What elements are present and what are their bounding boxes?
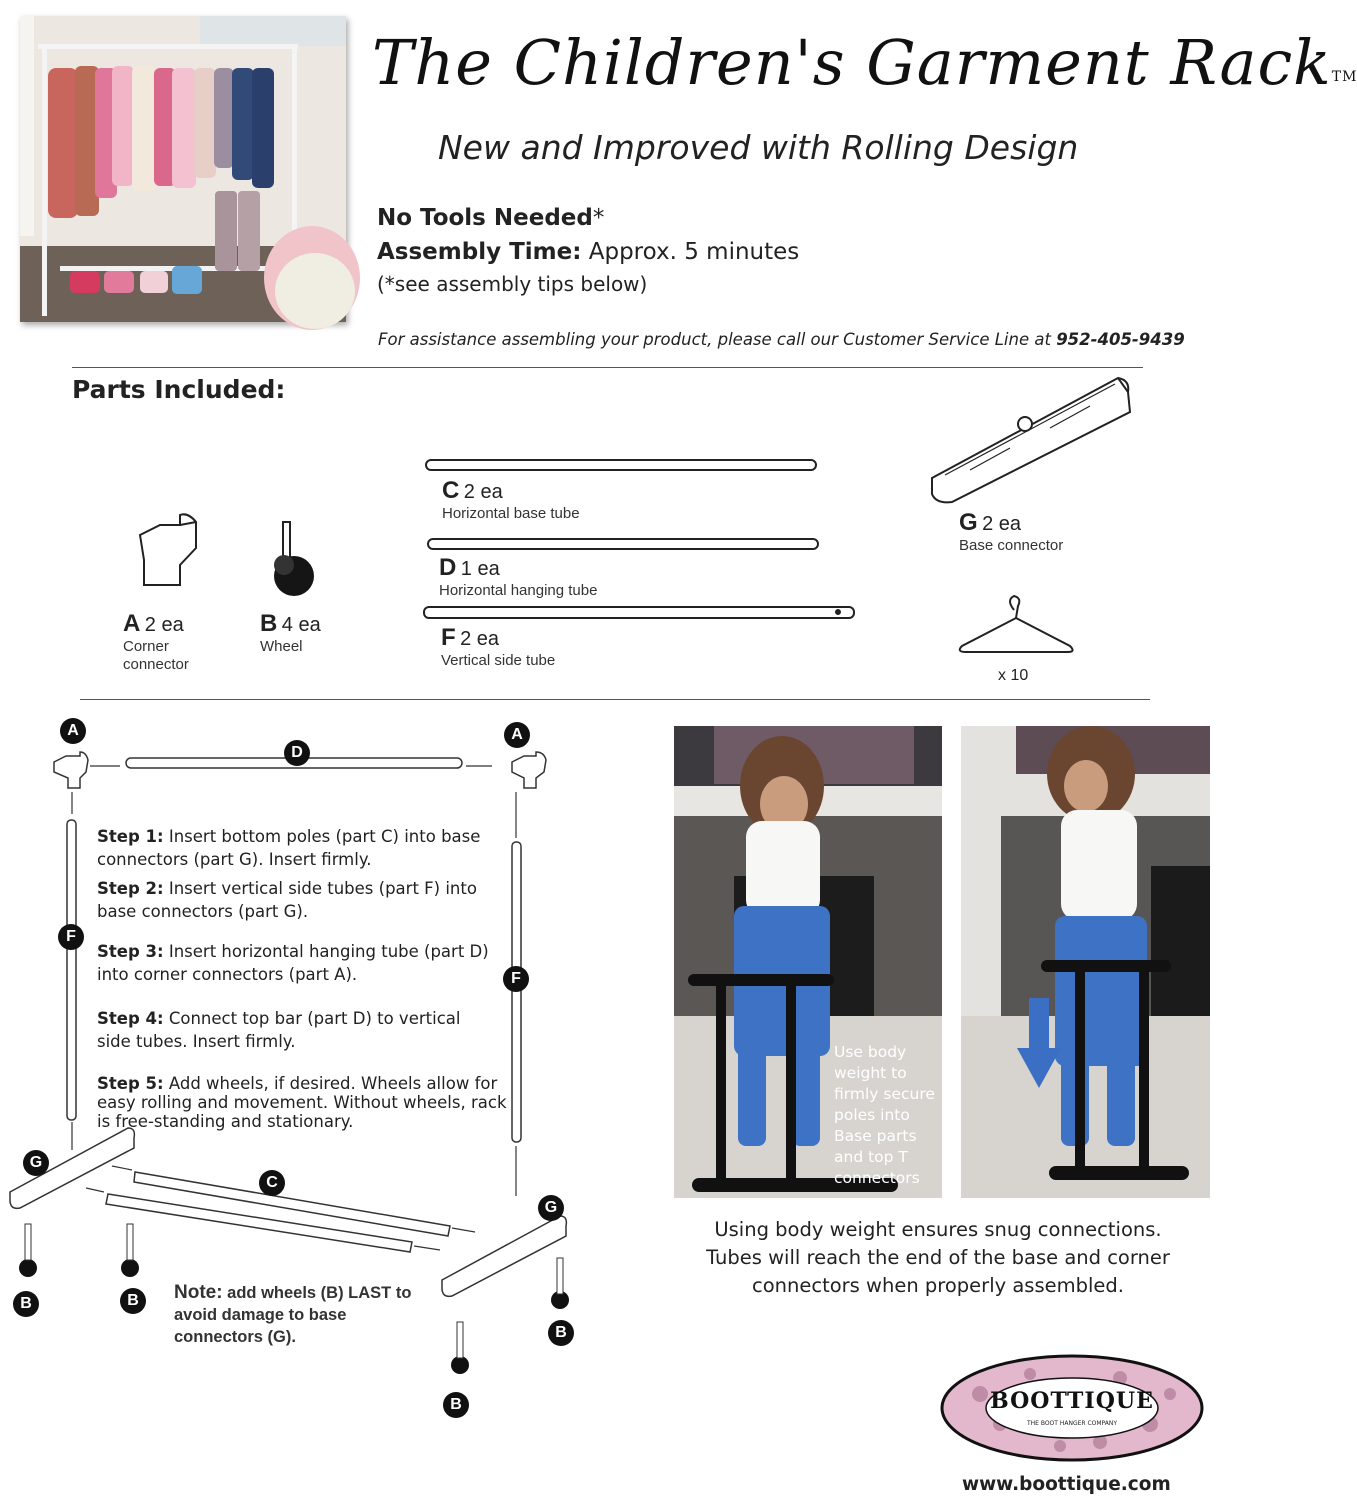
logo-text: BOOTTIQUE — [990, 1388, 1154, 1414]
diagram-label-b-3: B — [548, 1320, 574, 1346]
website-url[interactable]: www.boottique.com — [962, 1474, 1171, 1495]
photo-overlay-text: Use body weight to firmly secure poles into Base parts and top T connectors — [834, 1043, 935, 1187]
step-4: Step 4: Connect top bar (part D) to vertical side tubes. Insert firmly. — [97, 1009, 461, 1051]
part-d-label: D 1 ea Horizontal hanging tube — [439, 554, 598, 599]
no-tools-line: No Tools Needed* — [377, 205, 605, 231]
product-photo — [20, 16, 346, 322]
assembly-time-line: Assembly Time: Approx. 5 minutes — [377, 239, 800, 265]
diagram-label-a-right: A — [504, 722, 530, 748]
step-3: Step 3: Insert horizontal hanging tube (part D) into corner connectors (part A). — [97, 942, 489, 984]
assembly-tips-note: (*see assembly tips below) — [377, 272, 648, 296]
vertical-tube-icon — [424, 607, 854, 618]
diagram-label-b-1: B — [13, 1291, 39, 1317]
part-a-label: A 2 ea Corner connector — [123, 610, 189, 673]
diagram-label-f-left: F — [58, 924, 84, 950]
wheel-icon — [274, 522, 314, 596]
diagram-label-c: C — [259, 1170, 285, 1196]
phone-number: 952-405-9439 — [1056, 330, 1185, 349]
part-g-label: G 2 ea Base connector — [959, 509, 1064, 554]
diagram-label-a-left: A — [60, 718, 86, 744]
page-title: The Children's Garment Rack™ — [372, 26, 1357, 99]
step-1: Step 1: Insert bottom poles (part C) into base connectors (part G). Insert firmly. — [97, 827, 481, 869]
base-tube-icon — [426, 460, 816, 470]
parts-heading: Parts Included: — [72, 375, 286, 404]
step-5: Step 5: Add wheels, if desired. Wheels allow for easy rolling and movement. Without wheels, rack is free-standing and stationary. — [97, 1074, 507, 1131]
wheels-note: Note: add wheels (B) LAST to avoid damage to base connectors (G). — [174, 1282, 412, 1346]
hanging-tube-icon — [428, 539, 818, 549]
diagram-label-g-left: G — [23, 1150, 49, 1176]
assembly-photo-right — [961, 726, 1210, 1198]
logo-subtext: THE BOOT HANGER COMPANY — [1026, 1420, 1118, 1427]
part-f-label: F 2 ea Vertical side tube — [441, 624, 556, 669]
photo-caption: Using body weight ensures snug connections. Tubes will reach the end of the base and corner connectors when properly assembled. — [706, 1218, 1170, 1297]
diagram-label-d: D — [284, 740, 310, 766]
corner-connector-icon — [140, 514, 196, 585]
part-c-label: C 2 ea Horizontal base tube — [442, 477, 580, 522]
boottique-logo — [940, 1354, 1204, 1462]
divider-middle — [80, 699, 1150, 700]
assembly-photo-left — [674, 726, 942, 1198]
diagram-label-b-4: B — [443, 1392, 469, 1418]
part-b-label: B 4 ea Wheel — [260, 610, 321, 655]
diagram-label-b-2: B — [120, 1288, 146, 1314]
trademark-mark: TM — [1331, 69, 1357, 85]
hanger-icon — [960, 596, 1073, 652]
assistance-text: For assistance assembling your product, please call our Customer Service Line at 952-405-9439 — [378, 330, 1185, 349]
base-connector-icon — [932, 378, 1130, 502]
hanger-count: x 10 — [998, 667, 1029, 684]
diagram-label-f-right: F — [503, 966, 529, 992]
step-2: Step 2: Insert vertical side tubes (part F) into base connectors (part G). — [97, 879, 477, 921]
page-subtitle: New and Improved with Rolling Design — [438, 128, 1079, 167]
diagram-label-g-right: G — [538, 1195, 564, 1221]
